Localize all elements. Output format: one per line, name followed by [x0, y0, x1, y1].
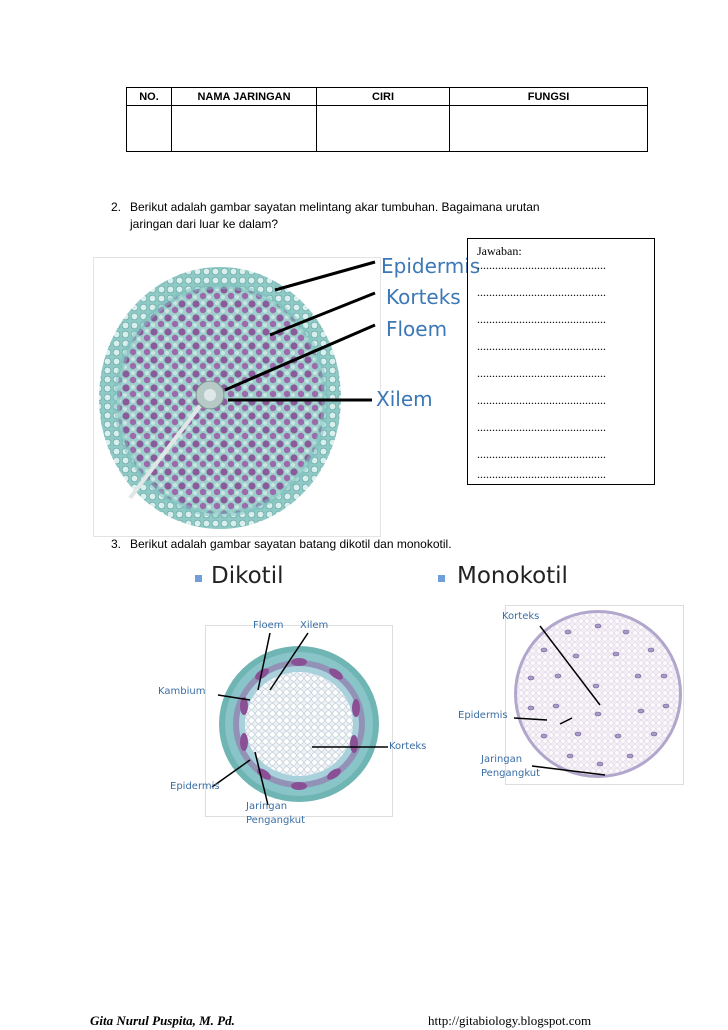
answer-line[interactable]: ........................................... [477, 447, 606, 461]
answer-line[interactable]: ........................................... [477, 366, 606, 380]
dikotil-label-floem: Floem [253, 620, 284, 631]
root-label-xilem: Xilem [376, 387, 433, 411]
dikotil-label-xilem: Xilem [300, 620, 329, 631]
monokotil-label-jaringan-line1: Jaringan [481, 754, 523, 765]
root-label-floem: Floem [386, 317, 448, 341]
question-3-number: 3. [111, 537, 122, 551]
answer-line[interactable]: ........................................... [477, 467, 606, 481]
answer-line[interactable]: ........................................... [477, 312, 606, 326]
monokotil-label-epidermis: Epidermis [458, 710, 508, 721]
dikotil-label-jaringan-line2: Pengangkut [246, 815, 306, 826]
monokotil-label-jaringan-line2: Pengangkut [481, 768, 541, 779]
monokotil-title: Monokotil [457, 563, 568, 589]
table-header-ciri: CIRI [317, 88, 450, 106]
answer-title: Jawaban: [477, 244, 522, 258]
answer-line[interactable]: ........................................... [477, 285, 606, 299]
footer-url[interactable]: http://gitabiology.blogspot.com [428, 1013, 592, 1028]
question-2-line2: jaringan dari luar ke dalam? [130, 217, 279, 231]
dikotil-label-jaringan-line1: Jaringan [246, 801, 288, 812]
dikotil-label-kambium: Kambium [158, 686, 206, 697]
question-2-line1: Berikut adalah gambar sayatan melintang akar tumbuhan. Bagaimana urutan [130, 200, 540, 214]
footer-author: Gita Nurul Puspita, M. Pd. [90, 1013, 235, 1028]
dikotil-label-epidermis: Epidermis [170, 781, 220, 792]
answer-line[interactable]: ........................................... [477, 258, 606, 272]
root-label-korteks: Korteks [386, 285, 461, 309]
answer-line[interactable]: ........................................... [477, 393, 606, 407]
table-header-no: NO. [127, 88, 172, 106]
monokotil-label-korteks: Korteks [502, 611, 540, 622]
answer-line[interactable]: ........................................... [477, 339, 606, 353]
question-3-text: Berikut adalah gambar sayatan batang dikotil dan monokotil. [130, 537, 452, 551]
question-2-number: 2. [111, 200, 122, 214]
table-header-fungsi: FUNGSI [450, 88, 648, 106]
table-header-nama-jaringan: NAMA JARINGAN [172, 88, 317, 106]
root-label-epidermis: Epidermis [381, 254, 481, 278]
answer-line[interactable]: ........................................... [477, 420, 606, 434]
dikotil-title: Dikotil [211, 563, 284, 589]
dikotil-label-korteks: Korteks [389, 741, 427, 752]
